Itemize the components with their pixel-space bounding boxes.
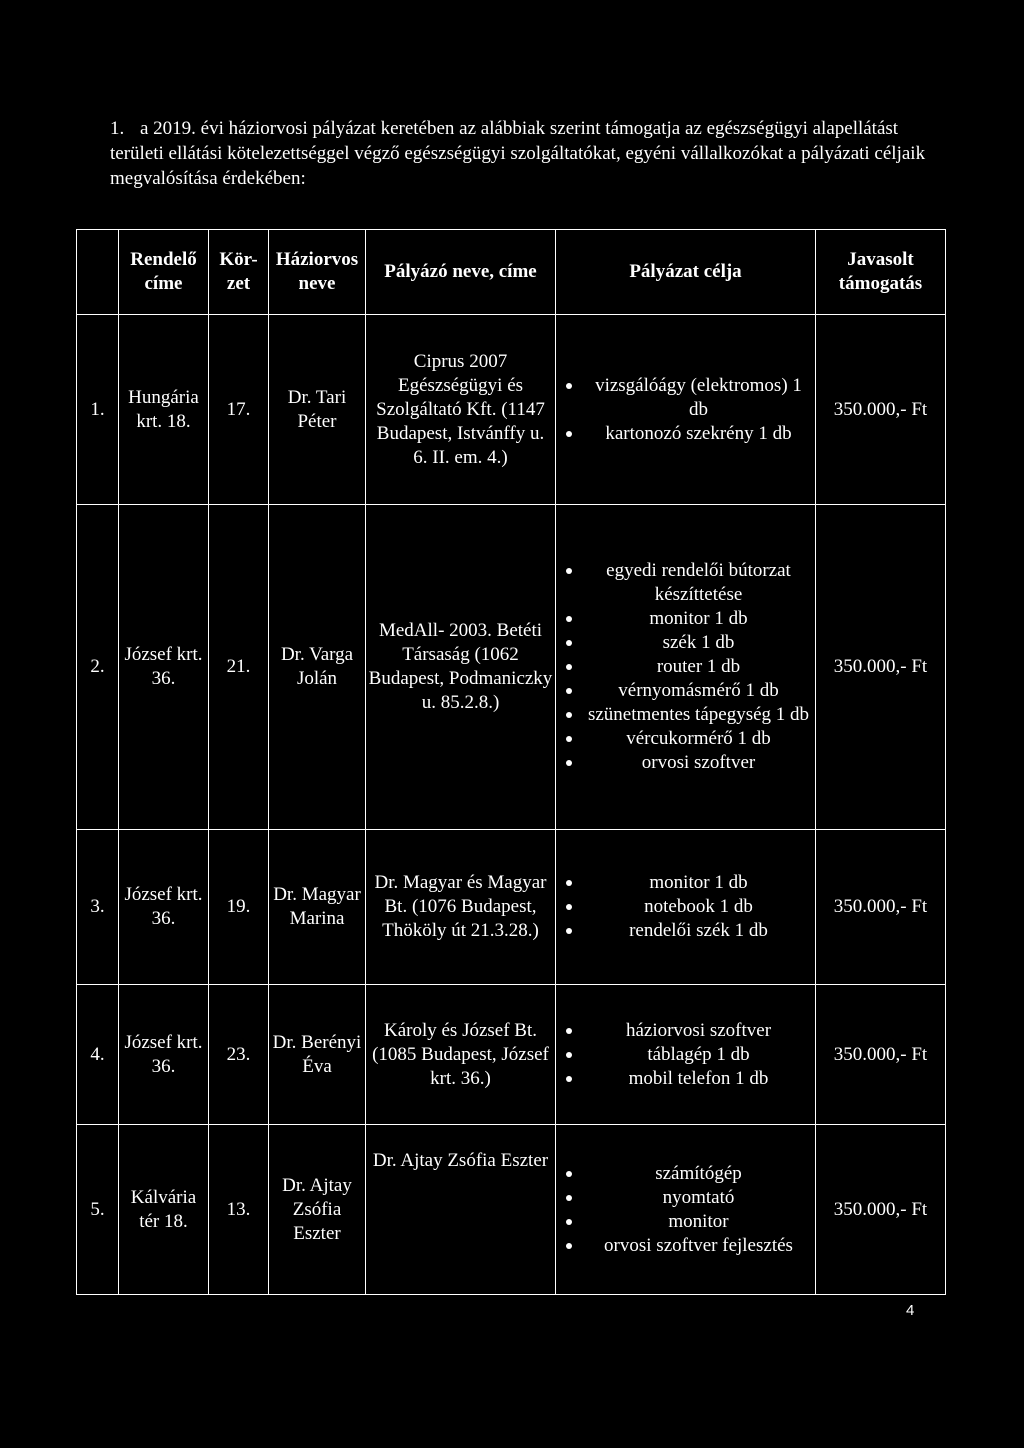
header-district: Kör-zet: [209, 230, 269, 315]
header-address: Rendelő címe: [119, 230, 209, 315]
row-doctor: Dr. Tari Péter: [269, 315, 366, 505]
intro-text: a 2019. évi háziorvosi pályázat keretében az alábbiak szerint támogatja az egészségügyi alapellátást területi ellátási kötelezettséggel végző egészségügyi szolgáltatókat, egyéni vállalkozókat a pályázati céljaik megvalósítása érdekében:: [110, 118, 926, 189]
table-row: [77, 830, 946, 985]
row-applicant: Károly és József Bt. (1085 Budapest, József krt. 36.): [366, 985, 556, 1125]
row-support: 350.000,- Ft: [816, 830, 946, 985]
grant-table: [76, 229, 946, 1295]
row-applicant: Dr. Magyar és Magyar Bt. (1076 Budapest, Thököly út 21.3.28.): [366, 830, 556, 985]
row-district: 19.: [209, 830, 269, 985]
goal-list: [566, 559, 813, 775]
goal-list: [566, 1162, 813, 1258]
goal-item: vérnyomásmérő 1 db: [566, 679, 813, 703]
row-index: 3.: [77, 830, 119, 985]
row-district: 21.: [209, 505, 269, 830]
row-applicant: Dr. Ajtay Zsófia Eszter: [366, 1125, 556, 1295]
goal-item: monitor 1 db: [566, 871, 813, 895]
row-goals: [556, 1125, 816, 1295]
row-address: József krt. 36.: [119, 505, 209, 830]
goal-item: szünetmentes tápegység 1 db: [566, 703, 813, 727]
goal-list: [566, 871, 813, 943]
row-support: 350.000,- Ft: [816, 315, 946, 505]
goal-item: nyomtató: [566, 1186, 813, 1210]
table-row: [77, 985, 946, 1125]
header-applicant: Pályázó neve, címe: [366, 230, 556, 315]
goal-item: router 1 db: [566, 655, 813, 679]
header-index: [77, 230, 119, 315]
goal-item: táblagép 1 db: [566, 1043, 813, 1067]
header-support: Javasolt támogatás: [816, 230, 946, 315]
row-district: 23.: [209, 985, 269, 1125]
row-doctor: Dr. Varga Jolán: [269, 505, 366, 830]
row-index: 1.: [77, 315, 119, 505]
row-applicant: MedAll- 2003. Betéti Társaság (1062 Budapest, Podmaniczky u. 85.2.8.): [366, 505, 556, 830]
goal-item: monitor 1 db: [566, 607, 813, 631]
goal-item: kartonozó szekrény 1 db: [566, 422, 813, 446]
intro-number: 1.: [110, 118, 125, 139]
row-goals: [556, 830, 816, 985]
table-row: [77, 315, 946, 505]
row-doctor: Dr. Ajtay Zsófia Eszter: [269, 1125, 366, 1295]
row-index: 5.: [77, 1125, 119, 1295]
page-number: 4: [906, 1302, 915, 1319]
goal-item: orvosi szoftver fejlesztés: [566, 1234, 813, 1258]
row-address: Hungária krt. 18.: [119, 315, 209, 505]
goal-item: monitor: [566, 1210, 813, 1234]
goal-item: orvosi szoftver: [566, 751, 813, 775]
row-goals: [556, 505, 816, 830]
row-index: 2.: [77, 505, 119, 830]
row-address: József krt. 36.: [119, 985, 209, 1125]
header-goal: Pályázat célja: [556, 230, 816, 315]
goal-list: [566, 374, 813, 446]
table-row: [77, 1125, 946, 1295]
goal-list: [566, 1019, 813, 1091]
row-goals: [556, 985, 816, 1125]
row-support: 350.000,- Ft: [816, 985, 946, 1125]
row-address: József krt. 36.: [119, 830, 209, 985]
goal-item: háziorvosi szoftver: [566, 1019, 813, 1043]
goal-item: szék 1 db: [566, 631, 813, 655]
goal-item: notebook 1 db: [566, 895, 813, 919]
goal-item: mobil telefon 1 db: [566, 1067, 813, 1091]
row-goals: [556, 315, 816, 505]
goal-item: vércukormérő 1 db: [566, 727, 813, 751]
row-support: 350.000,- Ft: [816, 505, 946, 830]
row-support: 350.000,- Ft: [816, 1125, 946, 1295]
row-district: 17.: [209, 315, 269, 505]
table-header-row: [77, 230, 946, 315]
row-address: Kálvária tér 18.: [119, 1125, 209, 1295]
goal-item: rendelői szék 1 db: [566, 919, 813, 943]
intro-paragraph: [110, 116, 930, 191]
row-doctor: Dr. Berényi Éva: [269, 985, 366, 1125]
goal-item: egyedi rendelői bútorzat készíttetése: [566, 559, 813, 607]
goal-item: vizsgálóágy (elektromos) 1 db: [566, 374, 813, 422]
table-row: [77, 505, 946, 830]
row-applicant: Ciprus 2007 Egészségügyi és Szolgáltató Kft. (1147 Budapest, Istvánffy u. 6. II. em. 4.): [366, 315, 556, 505]
header-doctor: Háziorvos neve: [269, 230, 366, 315]
goal-item: számítógép: [566, 1162, 813, 1186]
row-index: 4.: [77, 985, 119, 1125]
row-doctor: Dr. Magyar Marina: [269, 830, 366, 985]
row-district: 13.: [209, 1125, 269, 1295]
